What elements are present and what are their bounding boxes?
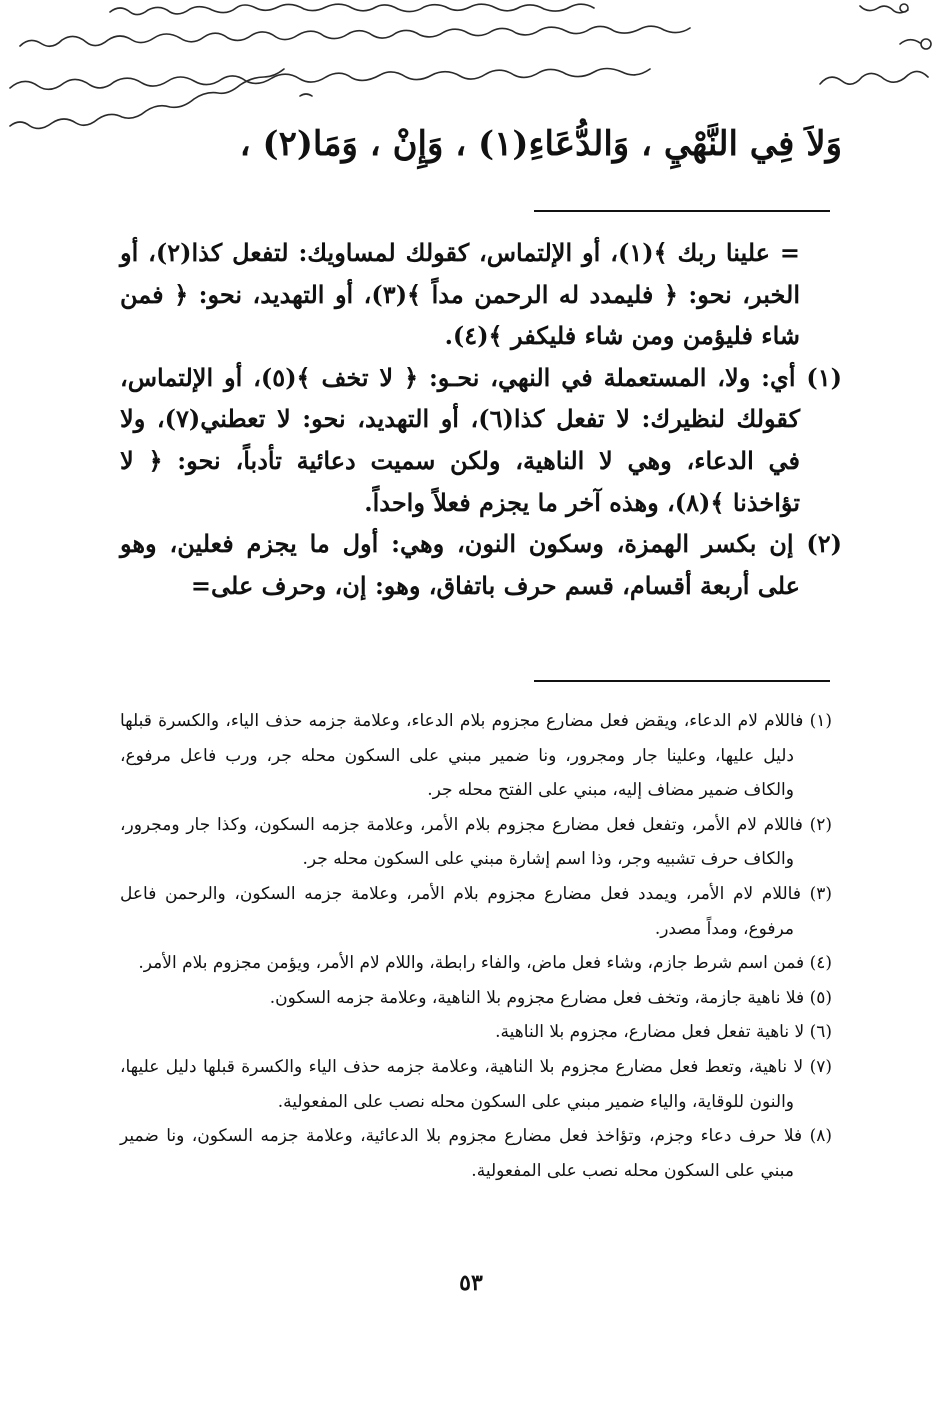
footnote: (٦) لا ناهية تفعل فعل مضارع، مجزوم بلا الناهية.: [495, 1022, 832, 1043]
footnote: (٣) فاللام لام الأمر، ويمدد فعل مضارع مجزوم بلام الأمر، وعلامة جزمه السكون، والرحمن فاعل مرفوع، ومداً مصدر.: [120, 883, 832, 939]
footnote: (٢) فاللام لام الأمر، وتفعل فعل مضارع مجزوم بلام الأمر، وعلامة جزمه السكون، وكذا جار ومجرور، والكاف حرف تشبيه وجر، وذا اسم إشارة مبني على السكون محله جر.: [120, 814, 832, 870]
footnote: (٧) لا ناهية، وتعط فعل مضارع مجزوم بلا الناهية، وعلامة جزمه حذف الياء والكسرة قبلها دليل عليها، والنون للوقاية، والياء ضمير مبني على السكون محله نصب على المفعولية.: [120, 1056, 832, 1112]
footnote-divider: [534, 680, 830, 682]
verse-divider: [534, 210, 830, 212]
footnote: (٥) فلا ناهية جازمة، وتخف فعل مضارع مجزوم بلا الناهية، وعلامة جزمه السكون.: [269, 987, 832, 1008]
footnote: (١) فاللام لام الدعاء، ويقض فعل مضارع مجزوم بلام الدعاء، وعلامة جزمه حذف الياء، والكسرة قبلها دليل عليها، وعلينا جار ومجرور، ونا ضمير مبني على السكون محله جر، ورب فاعل مرفوع، والكاف ضمير مضاف إليه، مبني على الفتح محله جر.: [120, 711, 832, 801]
commentary-paragraph: (٢) إن بكسر الهمزة، وسكون النون، وهي: أول ما يجزم فعلين، وهو على أربعة أقسام، قسم حرف باتفاق، وهو: إن، وحرف على=: [120, 529, 842, 600]
commentary-block: [120, 232, 842, 606]
footnote: (٤) فمن اسم شرط جازم، وشاء فعل ماض، والفاء رابطة، واللام لام الأمر، ويؤمن مجزوم بلام الأمر.: [138, 953, 832, 974]
footnotes-block: [120, 704, 832, 1188]
commentary-paragraph: = علينا ربك ﴾(١)، أو الإلتماس، كقولك لمساويك: لتفعل كذا(٢)، أو الخبر، نحو: ﴿ فليمدد له الرحمن مداً ﴾(٣)، أو التهديد، نحو: ﴿ فمن شاء فليؤمن ومن شاء فليكفر ﴾(٤).: [120, 238, 801, 351]
matn-verse-line: وَلاَ فِي النَّهْيِ ، وَالدُّعَاءِ(١) ، وَإِنْ ، وَمَا(٢) ،: [239, 124, 842, 164]
commentary-paragraph: (١) أي: ولا، المستعملة في النهي، نحـو: ﴿ لا تخف ﴾(٥)، أو الإلتماس، كقولك لنظيرك: لا تفعل كذا(٦)، أو التهديد، نحو: لا تعطني(٧)، ولا في الدعاء، وهي لا الناهية، ولكن سميت دعائية تأدباً، نحو: ﴿ لا تؤاخذنا ﴾(٨)، وهذه آخر ما يجزم فعلاً واحداً.: [120, 362, 842, 517]
footnote: (٨) فلا حرف دعاء وجزم، وتؤاخذ فعل مضارع مجزوم بلا الدعائية، وعلامة جزمه السكون، ونا ضمير مبني على السكون محله نصب على المفعولية.: [120, 1126, 832, 1181]
page-number: ٥٣: [459, 1270, 483, 1296]
